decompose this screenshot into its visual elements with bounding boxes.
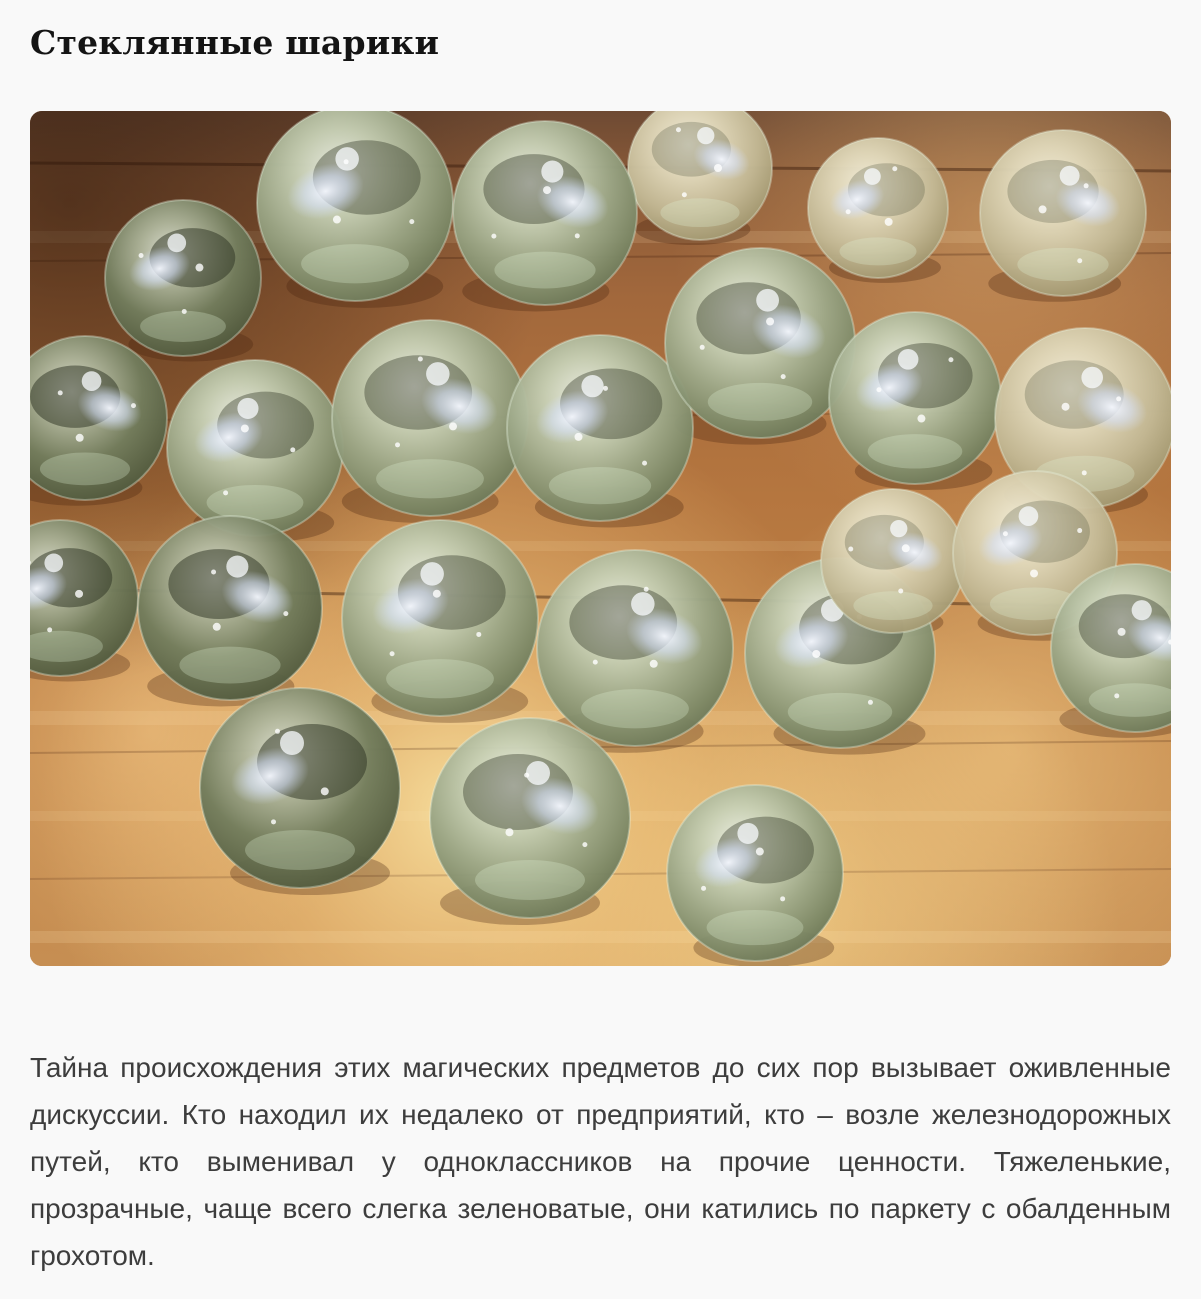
marble [105,200,261,356]
marble [821,489,965,633]
marble [200,688,400,888]
marble [430,718,630,918]
marble [665,248,855,438]
marble [808,138,948,278]
marble [667,785,843,961]
paragraph-line: путей, кто выменивал у одноклассников на прочие ценности. Тяжеленькие, [30,1146,1171,1177]
marble [537,550,733,746]
article-paragraph [30,1044,1171,1279]
marble [628,111,772,240]
marble [332,320,528,516]
paragraph-line: дискуссии. Кто находил их недалеко от предприятий, кто – возле железнодорожных [30,1099,1171,1130]
marble [342,520,538,716]
marble [167,360,343,536]
page-title: Стеклянные шарики [30,23,440,62]
paragraph-line: прозрачные, чаще всего слегка зеленоватые, они катились по паркету с обалденным [30,1193,1171,1224]
marble [980,130,1146,296]
marble [257,111,453,301]
marble [829,312,1001,484]
paragraph-line: грохотом. [30,1240,155,1271]
marble [138,516,322,700]
marble [507,335,693,521]
marbles-photo-svg [30,111,1171,966]
marble [453,121,637,305]
paragraph-line: Тайна происхождения этих магических предметов до сих пор вызывает оживленные [30,1052,1171,1083]
marbles-photo [30,111,1171,966]
